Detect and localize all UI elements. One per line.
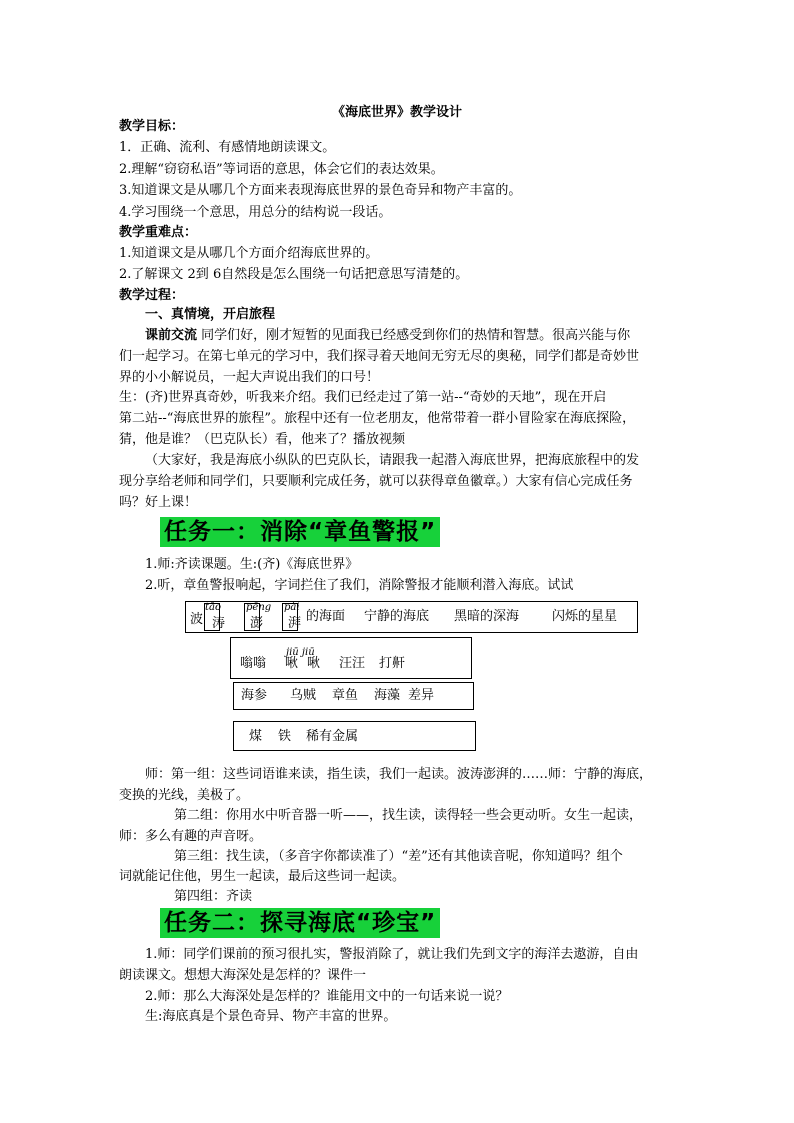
goal-item: 4.学习围绕一个意思，用总分的结构说一段话。 bbox=[119, 205, 392, 220]
word-item: 汪汪 bbox=[339, 656, 366, 671]
word-item: 啾 bbox=[307, 656, 321, 671]
word-box-3 bbox=[233, 682, 474, 710]
word-box-1 bbox=[185, 601, 638, 633]
group-line: 第二组：你用水中听音器一听——，找生读，读得轻一些会更动听。女生一起读， bbox=[174, 808, 643, 823]
word-item: 稀有金属 bbox=[306, 729, 359, 744]
group-line: 变换的光线，美极了。 bbox=[119, 788, 250, 803]
word-item: 闪烁的星星 bbox=[552, 609, 618, 624]
pinyin-label: tāo bbox=[205, 602, 222, 613]
pre-class-line: 界的小小解说员，一起大声说出我们的口号！ bbox=[119, 370, 380, 385]
word-item: 打鼾 bbox=[379, 656, 406, 671]
captain-line: 吗？好上课！ bbox=[119, 495, 198, 510]
intro-line: 第二站--“海底世界的旅程”。旅程中还有一位老朋友，他常带着一群小冒险家在海底探险， bbox=[119, 411, 636, 426]
intro-line: 猜，他是谁？（巴克队长）看，他来了？播放视频 bbox=[119, 432, 406, 447]
captain-line: 现分享给老师和同学们，只要顺利完成任务，就可以获得章鱼徽章。）大家有信心完成任务 bbox=[119, 474, 633, 489]
group-line: 师：第一组：这些词语谁来读，指生读，我们一起读。波涛澎湃的……师：宁静的海底， bbox=[145, 767, 653, 782]
goal-item: 1．正确、流利、有感情地朗读课文。 bbox=[119, 140, 336, 155]
char-text: 湃 bbox=[288, 616, 302, 631]
word-box-4 bbox=[233, 721, 476, 751]
pre-class-text: 同学们好，刚才短暂的见面我已经感受到你们的热情和智慧。很高兴能与你 bbox=[197, 328, 631, 343]
task1-line: 1.师:齐读课题。生:(齐)《海底世界》 bbox=[145, 557, 359, 572]
task1-line: 2.听，章鱼警报响起，字词拦住了我们，消除警报才能顺利潜入海底。试试 bbox=[145, 578, 574, 593]
char-text: 波 bbox=[190, 612, 204, 627]
word-item: 铁 bbox=[278, 729, 292, 744]
word-item: 嗡嗡 bbox=[240, 656, 267, 671]
section1-heading: 一、真情境，开启旅程 bbox=[145, 307, 276, 322]
goal-item: 3.知道课文是从哪几个方面来表现海底世界的景色奇异和物产丰富的。 bbox=[119, 183, 522, 198]
task2-line: 朗读课文。想想大海深处是怎样的？课件一 bbox=[119, 968, 367, 983]
group-line: 第四组：齐读 bbox=[174, 889, 253, 904]
intro-line: 生：(齐)世界真奇妙，听我来介绍。我们已经走过了第一站--“奇妙的天地”，现在开启 bbox=[119, 390, 607, 405]
captain-line: （大家好，我是海底小纵队的巴克队长，请跟我一起潜入海底世界，把海底旅程中的发 bbox=[145, 453, 640, 468]
key-point: 2.了解课文 2到 6自然段是怎么围绕一句话把意思写清楚的。 bbox=[119, 267, 469, 282]
task1-banner: 任务一：消除“章鱼警报” bbox=[160, 517, 440, 547]
word-item: 乌贼 bbox=[290, 688, 317, 703]
pinyin-label: pēng bbox=[246, 602, 272, 613]
char-text: 涛 bbox=[212, 616, 226, 631]
group-line: 师：多么有趣的声音呀。 bbox=[119, 829, 263, 844]
word-item: 海参 bbox=[241, 688, 268, 703]
process-heading: 教学过程： bbox=[119, 288, 185, 303]
word-item: 差异 bbox=[408, 688, 435, 703]
word-box-2 bbox=[230, 637, 472, 679]
task2-line: 2.师：那么大海深处是怎样的？谁能用文中的一句话来说一说？ bbox=[145, 989, 509, 1004]
pre-class-line bbox=[145, 327, 630, 344]
task2-banner: 任务二：探寻海底“珍宝” bbox=[160, 908, 440, 938]
goals-heading: 教学目标： bbox=[119, 119, 185, 134]
group-line: 第三组：找生读，（多音字你都读准了）“差”还有其他读音呢，你知道吗？组个 bbox=[174, 849, 623, 864]
key-point: 1.知道课文是从哪几个方面介绍海底世界的。 bbox=[119, 246, 379, 261]
group-line: 词就能记住他，男生一起读，最后这些词一起读。 bbox=[119, 869, 406, 884]
task2-line: 生:海底真是个景色奇异、物产丰富的世界。 bbox=[145, 1009, 397, 1024]
task2-line: 1.师：同学们课前的预习很扎实，警报消除了，就让我们先到文字的海洋去遨游，自由 bbox=[145, 947, 639, 962]
word-item: 啾 bbox=[285, 656, 299, 671]
pre-class-line: 们一起学习。在第七单元的学习中，我们探寻着天地间无穷无尽的奥秘，同学们都是奇妙世 bbox=[119, 349, 640, 364]
word-item: 海藻 bbox=[374, 688, 401, 703]
char-text: 澎 bbox=[250, 616, 264, 631]
goal-item: 2.理解“窃窃私语”等词语的意思，体会它们的表达效果。 bbox=[119, 162, 444, 177]
word-item: 的海面 bbox=[306, 609, 346, 624]
word-item: 章鱼 bbox=[332, 688, 359, 703]
word-item: 宁静的海底 bbox=[364, 609, 430, 624]
document-title: 《海底世界》教学设计 bbox=[331, 105, 462, 120]
pre-class-label: 课前交流 bbox=[145, 328, 198, 343]
word-item: 煤 bbox=[249, 729, 263, 744]
pinyin-label: jiū jiū bbox=[286, 647, 315, 658]
key-heading: 教学重难点： bbox=[119, 225, 198, 240]
word-item: 黑暗的深海 bbox=[454, 609, 520, 624]
pinyin-label: pài bbox=[284, 602, 300, 613]
